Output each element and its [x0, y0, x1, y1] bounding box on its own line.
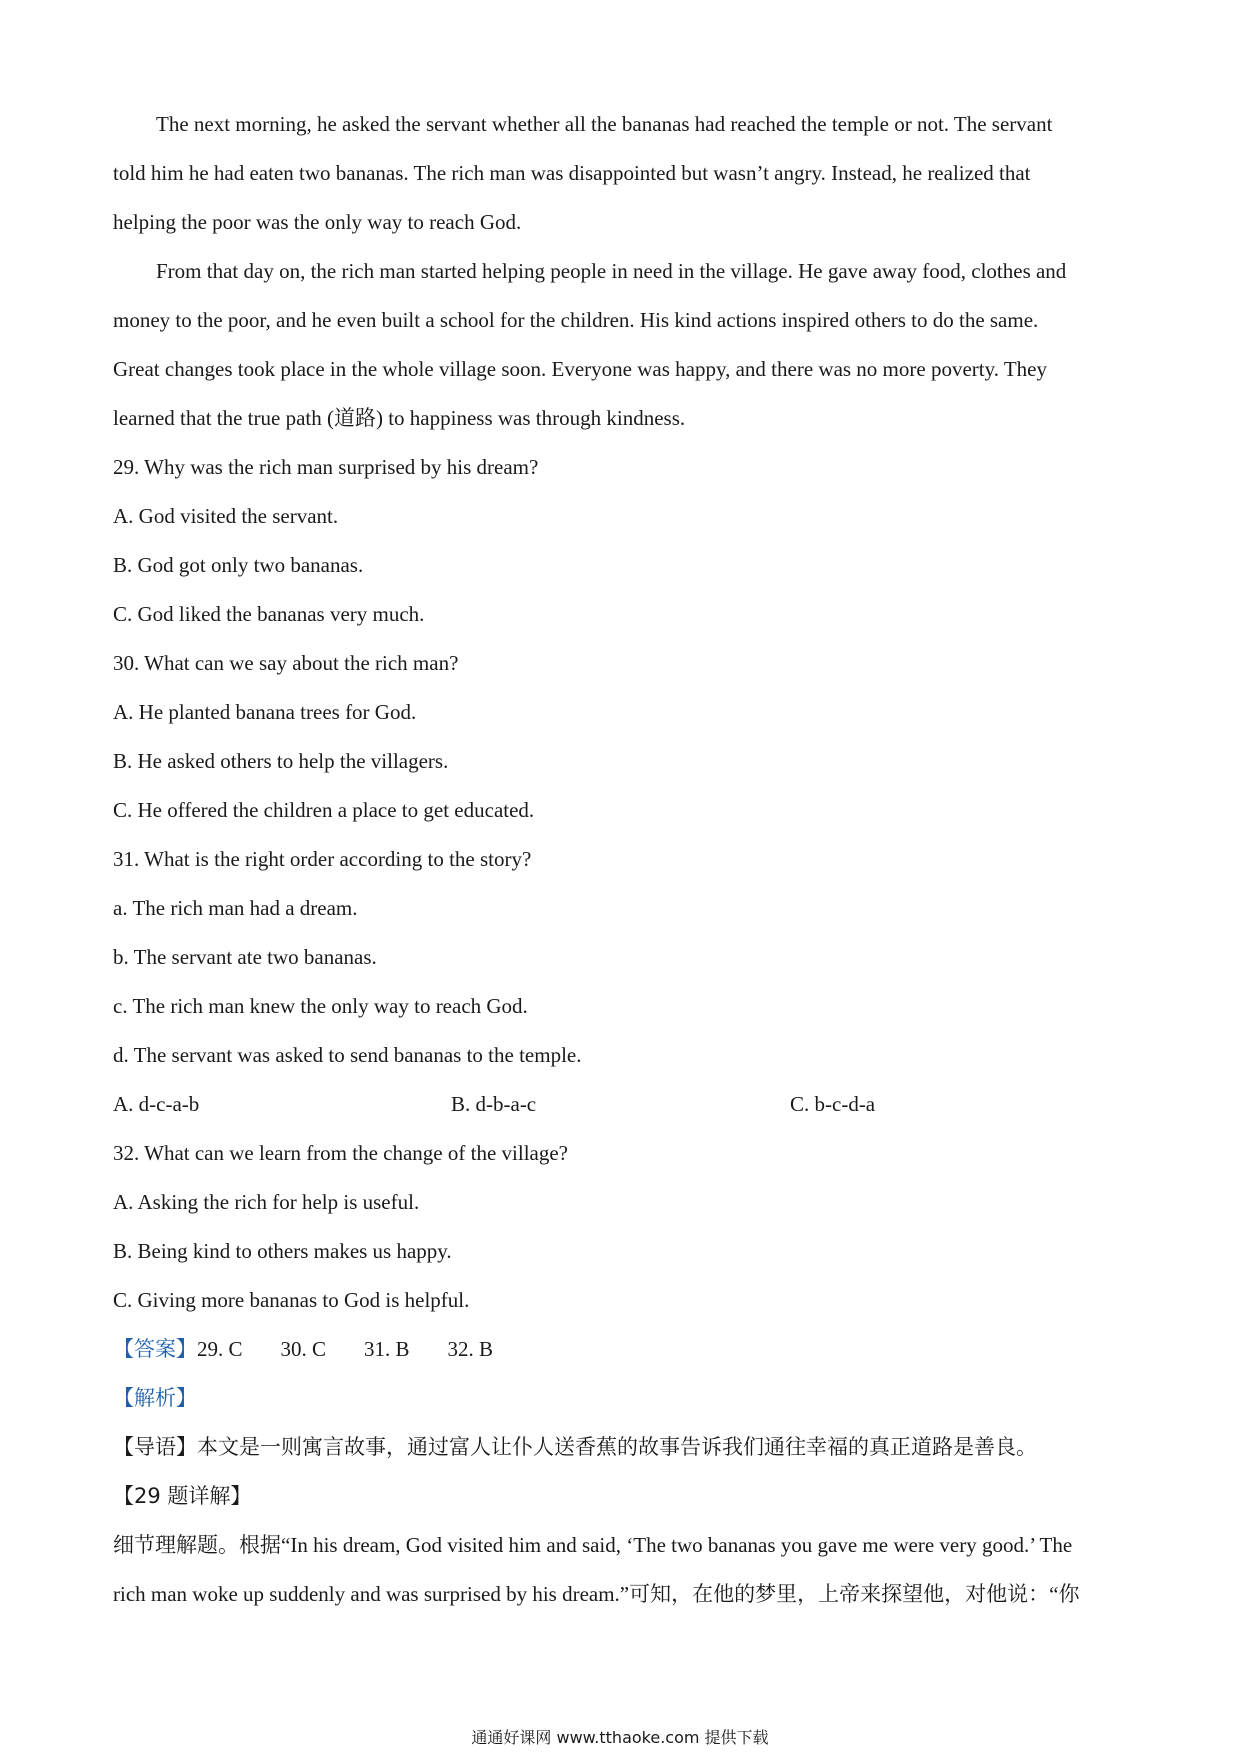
answer-row	[113, 1325, 1123, 1374]
option-a: A. Asking the rich for help is useful.	[113, 1190, 420, 1214]
option-b: B. Being kind to others makes us happy.	[113, 1239, 452, 1263]
paragraph-line: money to the poor, and he even built a school for the children. His kind actions inspired others to do the same.	[113, 308, 1039, 332]
paragraph-line: told him he had eaten two bananas. The rich man was disappointed but wasn’t angry. Instead, he realized that	[113, 161, 1031, 185]
detail-line: 细节理解题。根据“In his dream, God visited him and said, ‘The two bananas you gave me were very good.’ The	[113, 1533, 1073, 1557]
answer-label: 【答案】	[113, 1337, 197, 1361]
answer-item: 30. C	[280, 1337, 327, 1361]
question-text: 31. What is the right order according to the story?	[113, 847, 532, 871]
option-c: C. Giving more bananas to God is helpful.	[113, 1288, 470, 1312]
paragraph-line: learned that the true path (道路) to happiness was through kindness.	[113, 406, 686, 430]
paragraph-line: helping the poor was the only way to reach God.	[113, 210, 522, 234]
paragraph-line: Great changes took place in the whole village soon. Everyone was happy, and there was no more poverty. They	[113, 357, 1048, 381]
document-page	[113, 100, 1123, 1619]
paragraph-line: The next morning, he asked the servant whether all the bananas had reached the temple or not. The servant	[156, 112, 1053, 136]
detail-label: 【29 题详解】	[113, 1484, 252, 1508]
order-item-a: a. The rich man had a dream.	[113, 896, 358, 920]
option-c: C. He offered the children a place to get educated.	[113, 798, 535, 822]
order-item-c: c. The rich man knew the only way to reach God.	[113, 994, 528, 1018]
answer-item: 31. B	[364, 1337, 410, 1361]
option-b: B. God got only two bananas.	[113, 553, 364, 577]
option-a: A. d-c-a-b	[113, 1092, 200, 1116]
paragraph-line: From that day on, the rich man started helping people in need in the village. He gave away food, clothes and	[156, 259, 1067, 283]
question-30	[113, 639, 1123, 835]
question-31	[113, 835, 1123, 1129]
order-item-d: d. The servant was asked to send bananas to the temple.	[113, 1043, 582, 1067]
detail-line: rich man woke up suddenly and was surprised by his dream.”可知，在他的梦里，上帝来探望他，对他说：“你	[113, 1582, 1080, 1606]
answer-item: 32. B	[447, 1337, 494, 1361]
option-a: A. God visited the servant.	[113, 504, 339, 528]
option-b: B. He asked others to help the villagers.	[113, 749, 449, 773]
option-c: C. God liked the bananas very much.	[113, 602, 425, 626]
answer-item: 29. C	[197, 1337, 243, 1361]
question-29	[113, 443, 1123, 639]
option-a: A. He planted banana trees for God.	[113, 700, 417, 724]
option-c: C. b-c-d-a	[790, 1092, 876, 1116]
question-32	[113, 1129, 1123, 1325]
question-text: 29. Why was the rich man surprised by his dream?	[113, 455, 539, 479]
option-b: B. d-b-a-c	[451, 1092, 537, 1116]
analysis-label: 【解析】	[113, 1386, 197, 1410]
question-text: 32. What can we learn from the change of the village?	[113, 1141, 568, 1165]
question-text: 30. What can we say about the rich man?	[113, 651, 459, 675]
intro-line: 【导语】本文是一则寓言故事，通过富人让仆人送香蕉的故事告诉我们通往幸福的真正道路是善良。	[113, 1435, 1037, 1459]
order-item-b: b. The servant ate two bananas.	[113, 945, 377, 969]
paragraph-1	[113, 100, 1123, 247]
paragraph-2	[113, 247, 1123, 443]
footer-watermark: 通通好课网 www.tthaoke.com 提供下载	[471, 1728, 769, 1747]
options-row	[113, 1080, 1123, 1129]
